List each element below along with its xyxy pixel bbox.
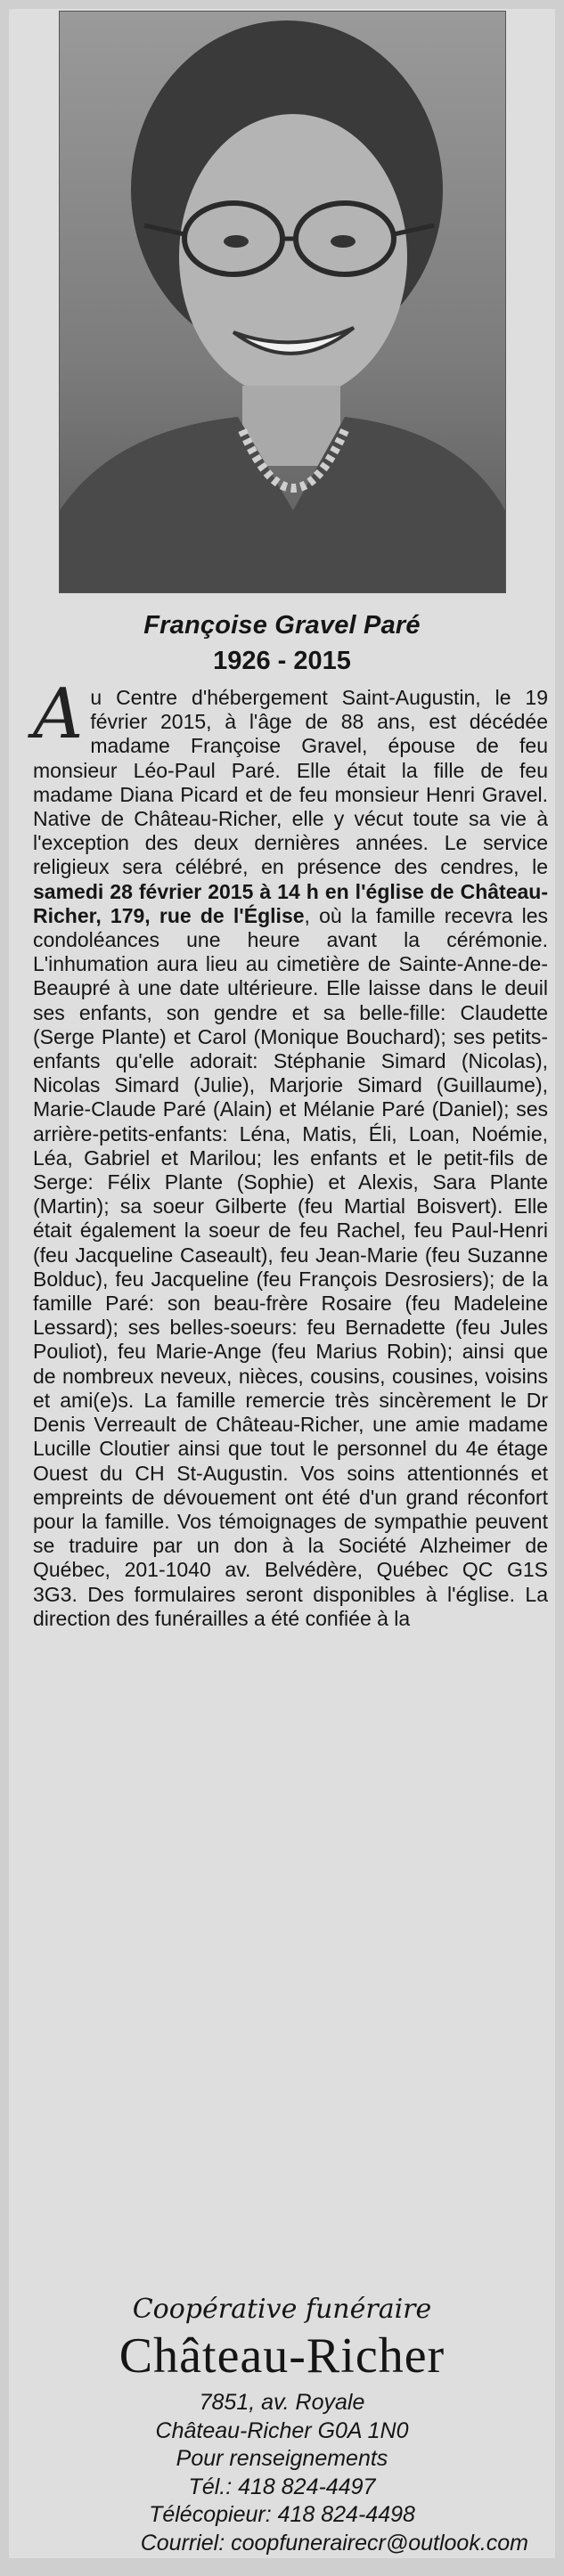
obituary-text-part-1: u Centre d'hébergement Saint-Augustin, le 19 février 2015, à l'âge de 88 ans, est décédée madame Françoise Gravel, épouse de feu monsieur Léo-Paul Paré. Elle était la fille de feu madame Diana Picard et de feu monsieur Henri Gravel. Native de Château-Richer, elle y vécut toute sa vie à l'exception des deux dernières années. Le service religieux sera célébré, en présence des cendres, le [33, 686, 548, 879]
info-label: Pour renseignements [176, 2446, 388, 2471]
funeral-home-line1: Coopérative funéraire [132, 2294, 432, 2325]
service-details: samedi 28 février 2015 à 14 h en l'église de Château-Richer, 179, rue de l'Église [33, 879, 548, 927]
phone-number: Tél.: 418 824-4497 [188, 2474, 376, 2499]
funeral-home-line2: Château-Richer [119, 2328, 445, 2384]
deceased-name: Françoise Gravel Paré [143, 611, 421, 640]
funeral-home-city: Château-Richer G0A 1N0 [155, 2417, 409, 2443]
deceased-years: 1926 - 2015 [213, 647, 351, 675]
obituary-text-part-2: , où la famille recevra les condoléances une heure avant la cérémonie. L'inhumation aura lieu au cimetière de Sainte-Anne-de-Beaupré à une date ultérieure. Elle laisse dans le deuil ses enfants, son gendre et sa belle-fille: Claudette (Serge Plante) et Carol (Monique Bouchard); ses petits-enfants qu'elle adorait: Stéphanie Simard (Nicolas), Nicolas Simard (Julie), Marjorie Simard (Guillaume), Marie-Claude Paré (Alain) et Mélanie Paré (Daniel); ses arrière-petits-enfants: Léna, Matis, Éli, Loan, Noémie, Léa, Gabriel et Marilou; les enfants et le petit-fils de Serge: Félix Plante (Sophie) et Alexis, Sara Plante (Martin); sa soeur Gilberte (feu Martial Boisvert). Elle était également la soeur de feu Rachel, feu Paul-Henri (feu Jacqueline Caseault), feu Jean-Marie (feu Suzanne Bolduc), feu Jacqueline (feu François Desrosiers); de la famille Paré: son beau-frère Rosaire (feu Madeleine Lessard); ses belles-soeurs: feu Bernadette (feu Jules Pouliot), feu Marie-Ange (feu Marius Robin); ainsi que de nombreux neveux, nièces, cousins, cousines, voisins et ami(e)s. La famille remercie très sincèrement le Dr Denis Verreault de Château-Richer, une amie madame Lucille Cloutier ainsi que tout le personnel du 4e étage Ouest du CH St-Augustin. Vos soins attentionnés et empreints de dévouement ont été d'un grand réconfort pour la famille. Vos témoignages de sympathie peuvent se traduire par un don à la Société Alzheimer de Québec, 201-1040 av. Belvédère, Québec QC G1S 3G3. Des formulaires seront disponibles à l'église. La direction des funérailles a été confiée à la [33, 903, 548, 1630]
funeral-home-address: 7851, av. Royale [199, 2390, 365, 2415]
obituary-text [33, 674, 548, 1631]
drop-cap: A [33, 674, 84, 754]
email-address: Courriel: coopfunerairecr@outlook.com [140, 2530, 528, 2556]
funeral-home-contact [9, 2389, 555, 2557]
portrait-photo-icon [60, 12, 505, 592]
fax-number: Télécopieur: 418 824-4498 [149, 2502, 415, 2527]
obituary-notice [9, 9, 555, 2558]
portrait-photo [59, 11, 506, 593]
